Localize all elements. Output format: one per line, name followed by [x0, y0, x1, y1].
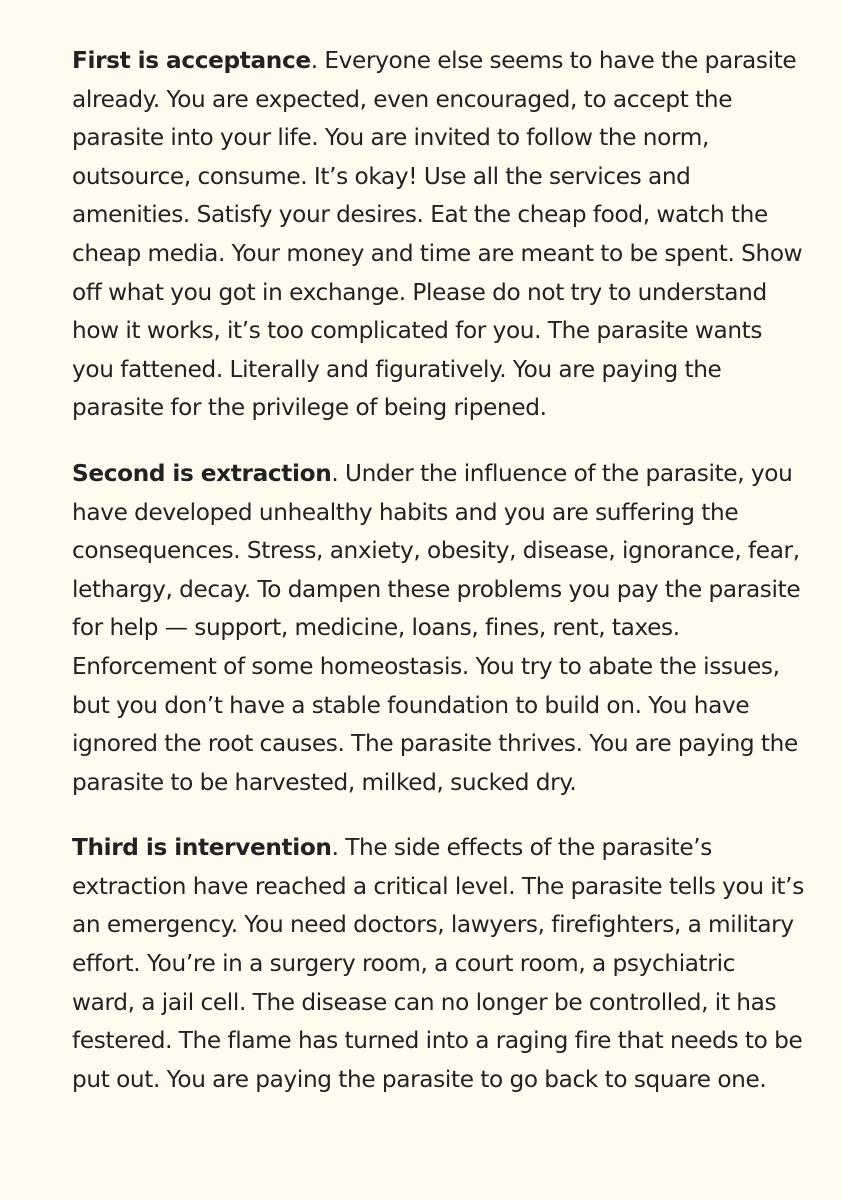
paragraph-lead: Second is extraction: [72, 459, 332, 487]
paragraph-lead: Third is intervention: [72, 834, 332, 862]
paragraph-lead: First is acceptance: [72, 47, 311, 74]
paragraph-extraction: [72, 455, 804, 802]
paragraph-intervention: [72, 829, 804, 1099]
paragraph-acceptance: [72, 42, 804, 428]
paragraph-text: . Everyone else seems to have the parasite already. You are expected, even encouraged, to accept the parasite into your life. You are invited to follow the norm, outsource, consume. It’s okay! Use all the services and amenities. Satisfy your desires. Eat the cheap food, watch the cheap media. Your money and time are meant to be spent. Show off what you got in exchange. Please do not try to understand how it works, it’s too complicated for you. The parasite wants you fattened. Literally and figuratively. You are paying the parasite for the privilege of being ripened.: [72, 47, 803, 422]
article-body: [72, 42, 804, 1126]
paragraph-text: . The side effects of the parasite’s extraction have reached a critical level. The parasite tells you it’s an emergency. You need doctors, lawyers, firefighters, a military effort. You’re in a surgery room, a court room, a psychiatric ward, a jail cell. The disease can no longer be controlled, it has festered. The flame has turned into a raging fire that needs to be put out. You are paying the parasite to go back to square one.: [72, 834, 804, 1093]
paragraph-text: . Under the influence of the parasite, you have developed unhealthy habits and you are suffering the consequences. Stress, anxiety, obesity, disease, ignorance, fear, lethargy, decay. To dampen these problems you pay the parasite for help — support, medicine, loans, fines, rent, taxes. Enforcement of some homeostasis. You try to abate the issues, but you don’t have a stable foundation to build on. You have ignored the root causes. The parasite thrives. You are paying the parasite to be harvested, milked, sucked dry.: [72, 459, 801, 796]
